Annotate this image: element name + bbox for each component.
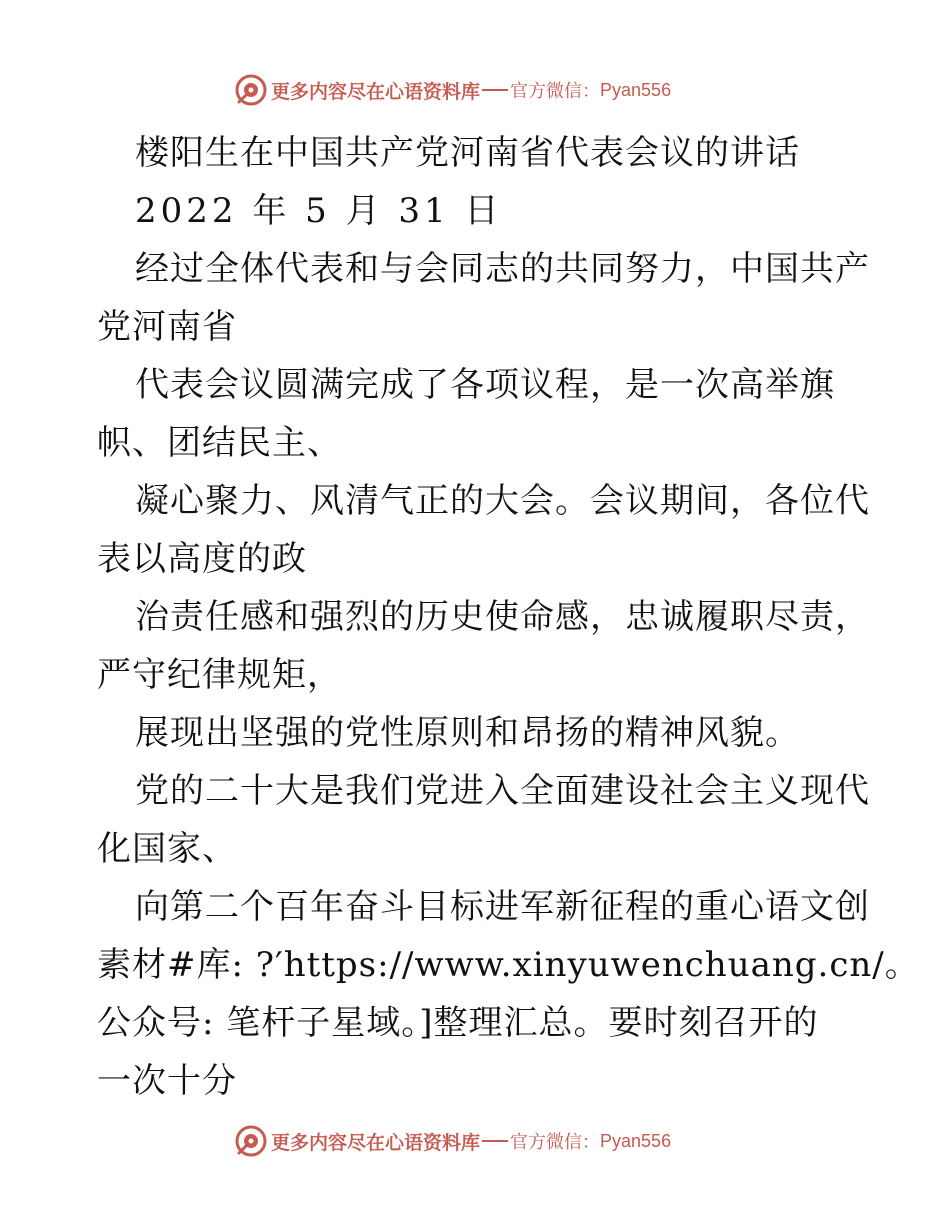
paragraph-line: 公众号: 笔杆子星域。]整理汇总。要时刻召开的 <box>97 1003 819 1043</box>
watermark-dash <box>482 1140 508 1142</box>
paragraph-line: 表以高度的政 <box>97 539 307 579</box>
pen-circle-logo-icon <box>235 1125 267 1157</box>
pen-circle-logo-icon <box>235 74 267 106</box>
paragraph-line: 一次十分 <box>97 1061 237 1101</box>
paragraph-line: 党河南省 <box>97 307 237 347</box>
paragraph-line: 治责任感和强烈的历史使命感，忠诚履职尽责， <box>135 597 870 637</box>
document-body <box>97 124 920 1110</box>
paragraph-line: 代表会议圆满完成了各项议程，是一次高举旗 <box>135 365 835 405</box>
paragraph-line: 展现出坚强的党性原则和昂扬的精神风貌。 <box>135 713 800 753</box>
paragraph-line: 党的二十大是我们党进入全面建设社会主义现代 <box>135 771 870 811</box>
watermark-wechat-id: Pyan556 <box>600 79 672 100</box>
document-date: 2022 年 5 月 31 日 <box>135 191 503 231</box>
paragraph-line: 向第二个百年奋斗目标进军新征程的重心语文创 <box>135 887 870 927</box>
watermark-wechat-id: Pyan556 <box>600 1130 672 1151</box>
paragraph-line: 帜、团结民主、 <box>97 423 342 463</box>
header-watermark <box>235 70 671 110</box>
paragraph-line: 素材#库: ?′https://www.xinyuwenchuang.cn/。 <box>97 945 920 985</box>
paragraph-line: 凝心聚力、风清气正的大会。会议期间，各位代 <box>135 481 870 521</box>
paragraph-line: 化国家、 <box>97 829 237 869</box>
watermark-wechat-label: 官方微信： <box>510 1132 601 1153</box>
paragraph-line: 经过全体代表和与会同志的共同努力，中国共产 <box>135 249 870 289</box>
document-title: 楼阳生在中国共产党河南省代表会议的讲话 <box>135 133 800 173</box>
watermark-wechat-label: 官方微信： <box>510 81 601 102</box>
watermark-brand-text: 更多内容尽在心语资料库 <box>271 1131 481 1154</box>
watermark-brand-text: 更多内容尽在心语资料库 <box>271 80 481 103</box>
paragraph-line: 严守纪律规矩， <box>97 655 342 695</box>
footer-watermark <box>235 1121 671 1161</box>
watermark-dash <box>482 89 508 91</box>
